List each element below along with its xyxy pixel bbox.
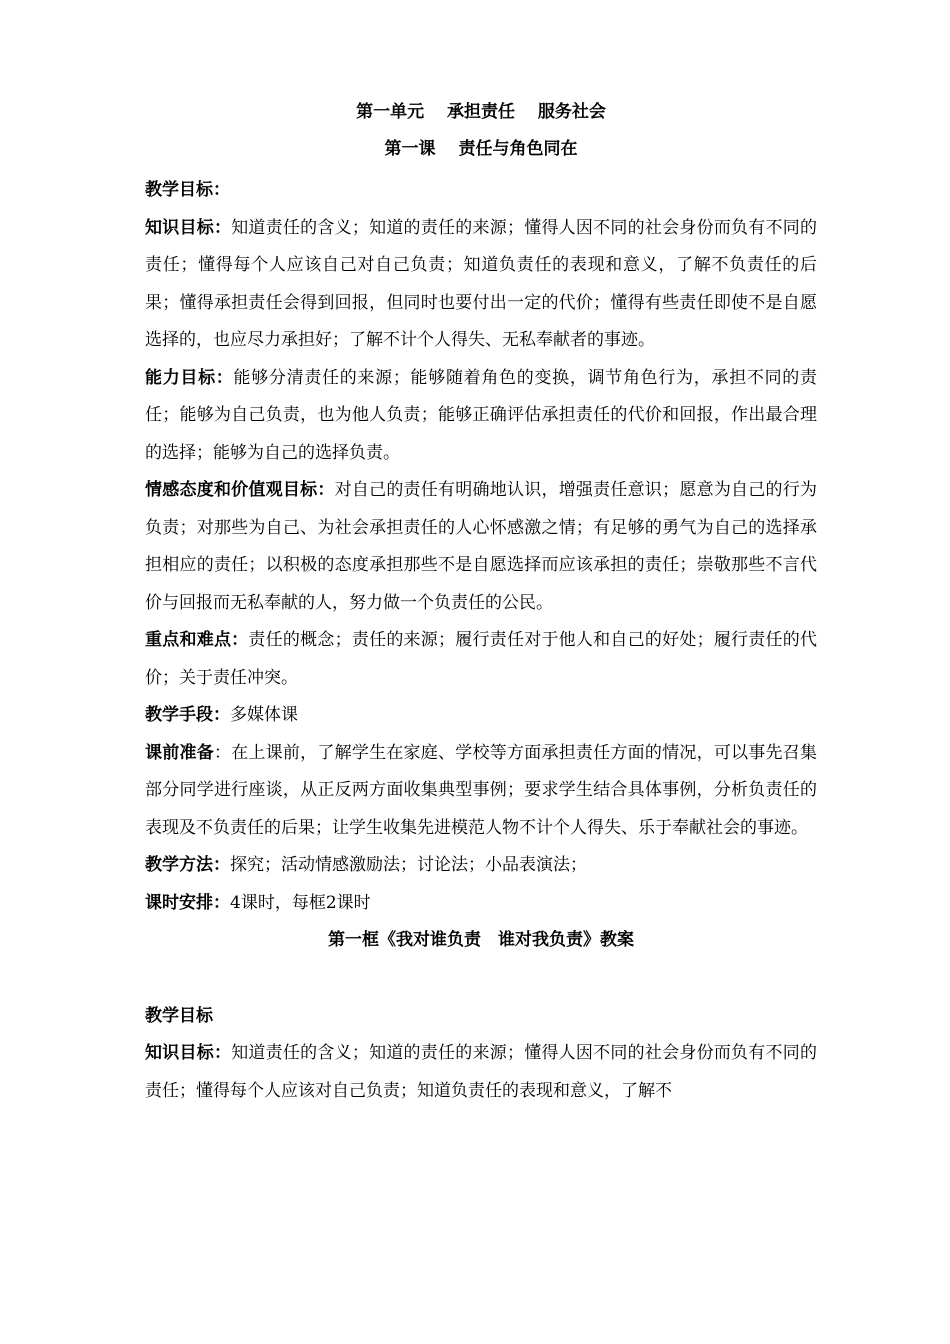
- key-points: [145, 622, 817, 697]
- knowledge-objective-2-text: 知道责任的含义；知道的责任的来源；懂得人因不同的社会身份而负有不同的责任；懂得每个人应该对自己负责；知道负责任的表现和意义，了解不: [145, 1043, 818, 1101]
- unit-title: 第一单元 承担责任 服务社会: [356, 102, 606, 122]
- blank-line: [145, 960, 817, 998]
- objectives-heading-2: [145, 998, 817, 1036]
- teaching-methods-label: 教学方法：: [145, 855, 230, 875]
- knowledge-objective-2-label: 知识目标：: [145, 1043, 232, 1063]
- knowledge-objective-2: [145, 1035, 817, 1110]
- objectives-heading: [145, 172, 817, 210]
- document-page: [145, 103, 817, 1110]
- key-points-text: 责任的概念；责任的来源；履行责任对于他人和自己的好处；履行责任的代价；关于责任冲突。: [145, 630, 817, 688]
- teaching-methods: [145, 847, 817, 885]
- schedule-label: 课时安排：: [145, 892, 230, 913]
- emotion-objective: [145, 472, 817, 622]
- preparation-text: ：在上课前，了解学生在家庭、学校等方面承担责任方面的情况，可以事先召集部分同学进行座谈，从正反两方面收集典型事例；要求学生结合具体事例，分析负责任的表现及不负责任的后果；让学生收集先进模范人物不计个人得失、乐于奉献社会的事迹。: [145, 742, 818, 838]
- ability-objective: [145, 360, 817, 473]
- knowledge-objective-text: 知道责任的含义；知道的责任的来源；懂得人因不同的社会身份而负有不同的责任；懂得每个人应该自己对自己负责；知道负责任的表现和意义，了解不负责任的后果；懂得承担责任会得到回报，但同时也要付出一定的代价；懂得有些责任即使不是自愿选择的，也应尽力承担好；了解不计个人得失、无私奉献者的事迹。: [145, 217, 818, 350]
- objectives-heading-text: 教学目标：: [145, 180, 230, 200]
- preparation-label: 课前准备: [145, 742, 214, 763]
- emotion-objective-text: 对自己的责任有明确地认识，增强责任意识；愿意为自己的行为负责；对那些为自己、为社会承担责任的人心怀感激之情；有足够的勇气为自己的选择承担相应的责任；以积极的态度承担那些不是自愿选择而应该承担的责任；崇敬那些不言代价与回报而无私奉献的人，努力做一个负责任的公民。: [145, 480, 818, 613]
- ability-objective-label: 能力目标：: [145, 367, 234, 388]
- schedule: [145, 885, 817, 923]
- key-points-label: 重点和难点：: [145, 630, 249, 650]
- ability-objective-text: 能够分清责任的来源；能够随着角色的变换，调节角色行为，承担不同的责任；能够为自己负责，也为他人负责；能够正确评估承担责任的代价和回报，作出最合理的选择；能够为自己的选择负责。: [145, 367, 818, 463]
- knowledge-objective: [145, 210, 817, 360]
- knowledge-objective-label: 知识目标：: [145, 217, 232, 238]
- emotion-objective-label: 情感态度和价值观目标：: [145, 480, 335, 500]
- schedule-text: 4课时，每框2课时: [230, 892, 371, 913]
- teaching-means-label: 教学手段：: [145, 705, 230, 725]
- preparation: [145, 735, 817, 848]
- frame-title: 第一框《我对谁负责 谁对我负责》教案: [328, 930, 634, 950]
- teaching-methods-text: 探究；活动情感激励法；讨论法；小品表演法；: [230, 855, 587, 875]
- teaching-means-text: 多媒体课: [230, 705, 298, 725]
- teaching-means: [145, 697, 817, 735]
- objectives-heading-2-text: 教学目标: [145, 1005, 213, 1026]
- lesson-title: 第一课 责任与角色同在: [384, 139, 578, 159]
